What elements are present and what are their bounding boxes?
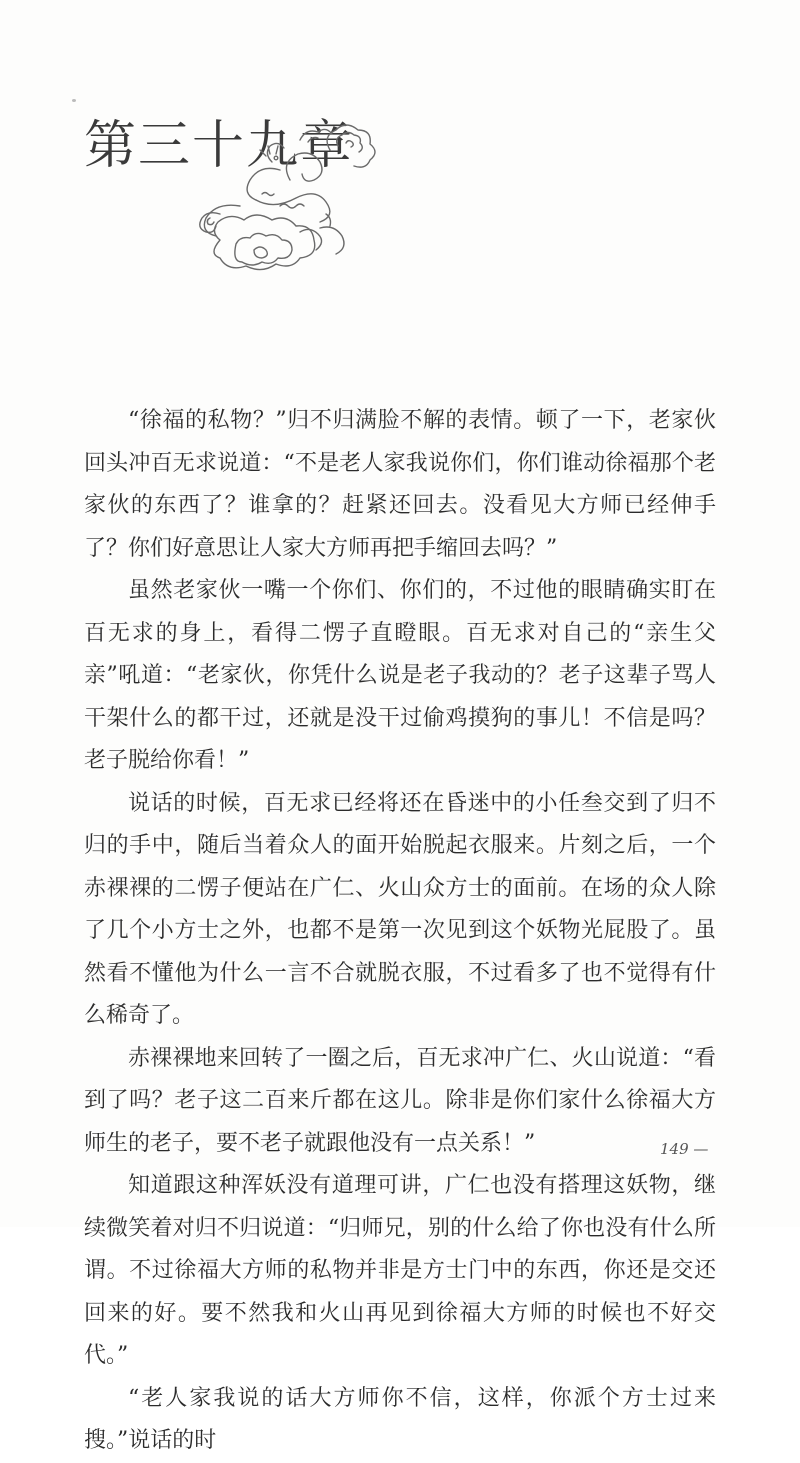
- paragraph: 知道跟这种浑妖没有道理可讲，广仁也没有搭理这妖物，继续微笑着对归不归说道：“归师兄，别的什么给了你也没有什么所谓。不过徐福大方师的私物并非是方士门中的东西，你还是交还回来的好。要不然我和火山再见到徐福大方师的时候也不好交代。”: [84, 1173, 716, 1368]
- paragraph: “徐福的私物？”归不归满脸不解的表情。顿了一下，老家伙回头冲百无求说道：“不是老人家我说你们，你们谁动徐福那个老家伙的东西了？谁拿的？赶紧还回去。没看见大方师已经伸手了？你们好意思让人家大方师再把手缩回去吗？”: [84, 408, 716, 561]
- chapter-title: 第三十九章: [84, 116, 355, 176]
- page-number: 149 —: [660, 1140, 709, 1158]
- paragraph: 虽然老家伙一嘴一个你们、你们的，不过他的眼睛确实盯在百无求的身上，看得二愣子直瞪眼。百无求对自己的“亲生父亲”吼道：“老家伙，你凭什么说是老子我动的？老子这辈子骂人干架什么的都干过，还就是没干过偷鸡摸狗的事儿！不信是吗？老子脱给你看！”: [84, 578, 716, 773]
- cloud-dragon-ornament-icon: [180, 110, 380, 280]
- body-text: [84, 400, 716, 1463]
- paragraph: 赤裸裸地来回转了一圈之后，百无求冲广仁、火山说道：“看到了吗？老子这二百来斤都在这儿。除非是你们家什么徐福大方师生的老子，要不老子就跟他没有一点关系！”: [84, 1045, 716, 1156]
- paragraph: “老人家我说的话大方师你不信，这样，你派个方士过来搜。”说话的时: [84, 1385, 716, 1453]
- paragraph: 说话的时候，百无求已经将还在昏迷中的小任叁交到了归不归的手中，随后当着众人的面开始脱起衣服来。片刻之后，一个赤裸裸的二愣子便站在广仁、火山众方士的面前。在场的众人除了几个小方士之外，也都不是第一次见到这个妖物光屁股了。虽然看不懂他为什么一言不合就脱衣服，不过看多了也不觉得有什么稀奇了。: [84, 790, 716, 1028]
- scan-speck: [72, 99, 76, 102]
